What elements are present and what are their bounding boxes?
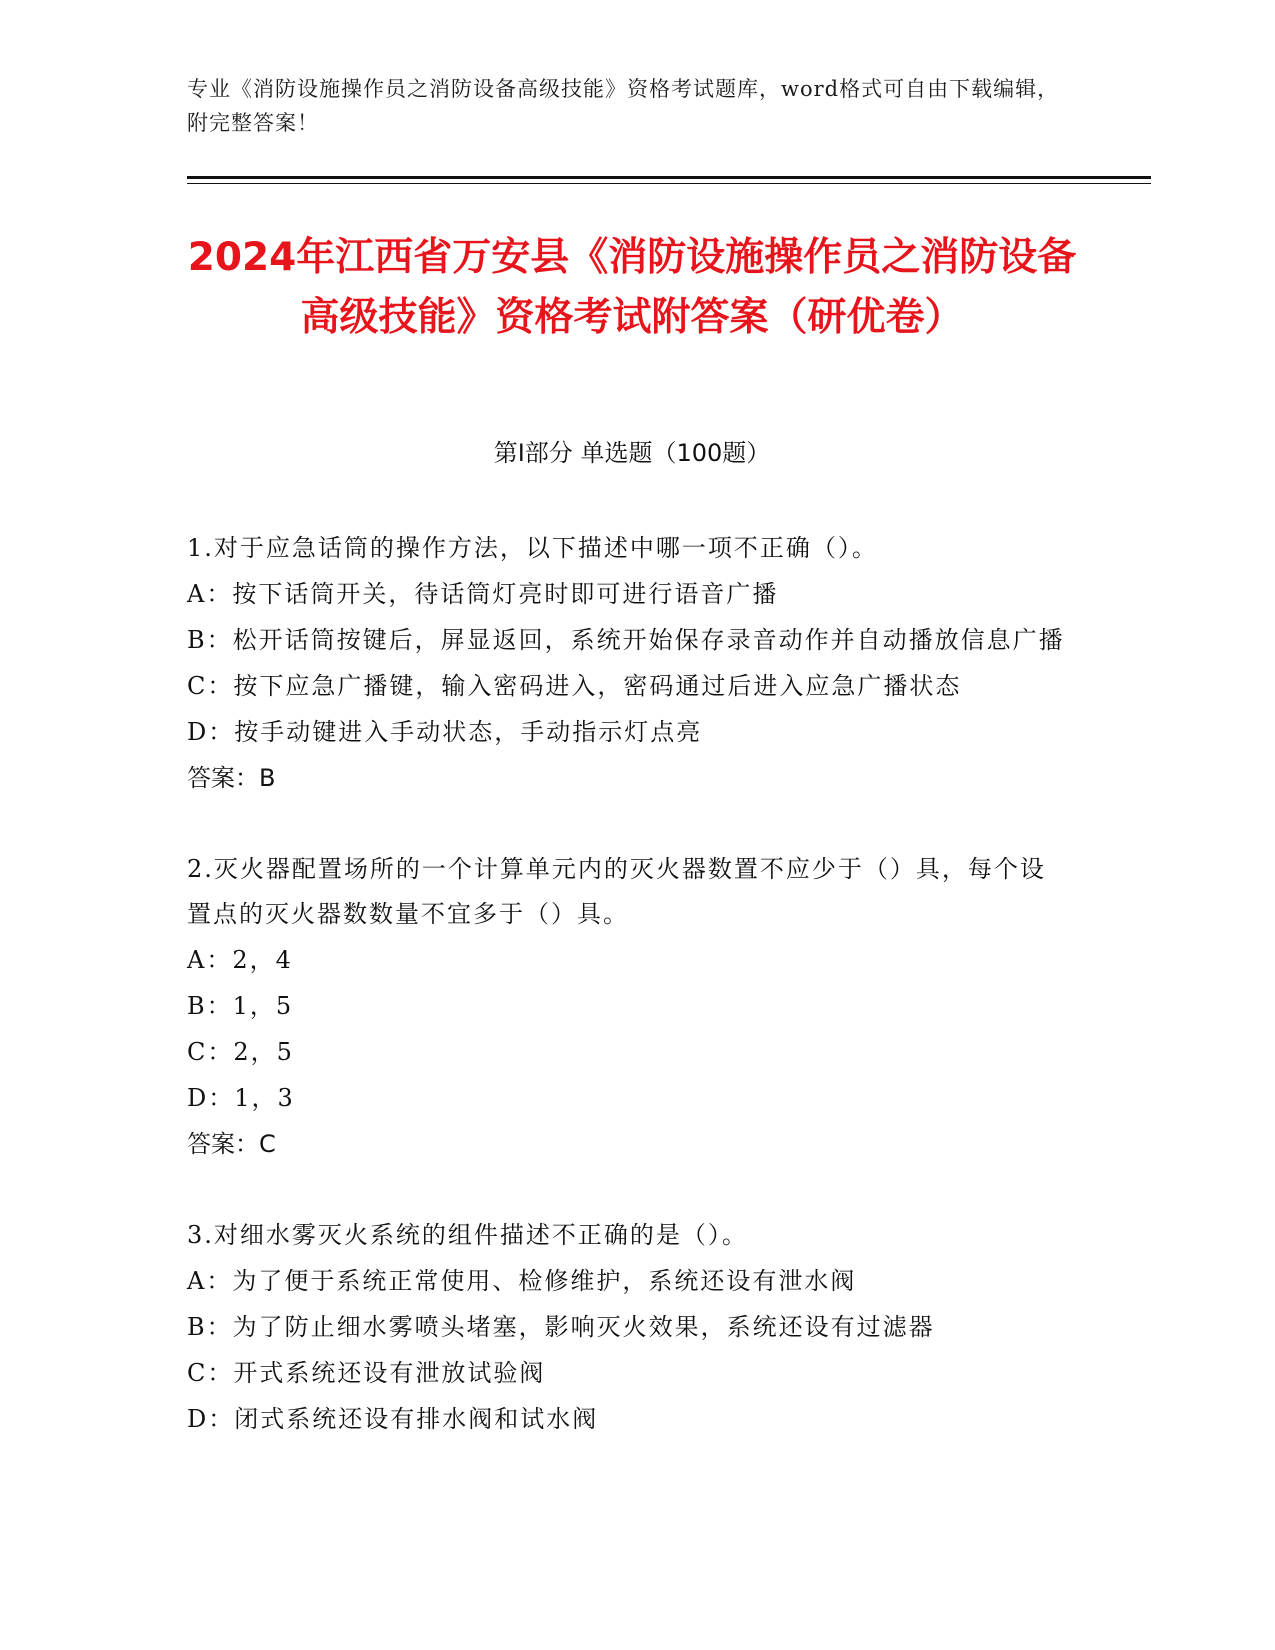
option-d: D：闭式系统还设有排水阀和试水阀 [187, 1405, 599, 1433]
question-3 [187, 1213, 1067, 1442]
option-c: C：按下应急广播键，输入密码进入，密码通过后进入应急广播状态 [187, 672, 962, 700]
header-rule-thick [187, 176, 1151, 179]
question-1 [187, 526, 1067, 801]
option-a: A：2，4 [187, 946, 293, 974]
header-note: 专业《消防设施操作员之消防设备高级技能》资格考试题库，word格式可自由下载编辑，附完整答案！ [187, 77, 1060, 135]
question-list [187, 526, 1067, 1488]
question-2 [187, 847, 1067, 1167]
option-b: B：松开话筒按键后，屏显返回，系统开始保存录音动作并自动播放信息广播 [187, 626, 1065, 654]
option-b: B：1，5 [187, 992, 294, 1020]
option-d: D：1，3 [187, 1084, 295, 1112]
document-title: 2024年江西省万安县《消防设施操作员之消防设备高级技能》资格考试附答案（研优卷） [187, 235, 1077, 340]
option-b: B：为了防止细水雾喷头堵塞，影响灭火效果，系统还设有过滤器 [187, 1313, 935, 1341]
answer: 答案：C [187, 1130, 276, 1158]
question-stem: 2.灭火器配置场所的一个计算单元内的灭火器数置不应少于（）具，每个设置点的灭火器数数量不宜多于（）具。 [187, 855, 1046, 928]
option-a: A：为了便于系统正常使用、检修维护，系统还设有泄水阀 [187, 1267, 857, 1295]
option-c: C：开式系统还设有泄放试验阀 [187, 1359, 546, 1387]
question-stem: 1.对于应急话筒的操作方法，以下描述中哪一项不正确（）。 [187, 534, 878, 562]
option-a: A：按下话筒开关，待话筒灯亮时即可进行语音广播 [187, 580, 779, 608]
section-title: 第I部分 单选题（100题） [493, 439, 771, 467]
option-c: C：2，5 [187, 1038, 294, 1066]
answer: 答案：B [187, 764, 276, 792]
question-stem: 3.对细水雾灭火系统的组件描述不正确的是（）。 [187, 1221, 748, 1249]
header-rule-thin [187, 183, 1151, 184]
option-d: D：按手动键进入手动状态，手动指示灯点亮 [187, 718, 703, 746]
